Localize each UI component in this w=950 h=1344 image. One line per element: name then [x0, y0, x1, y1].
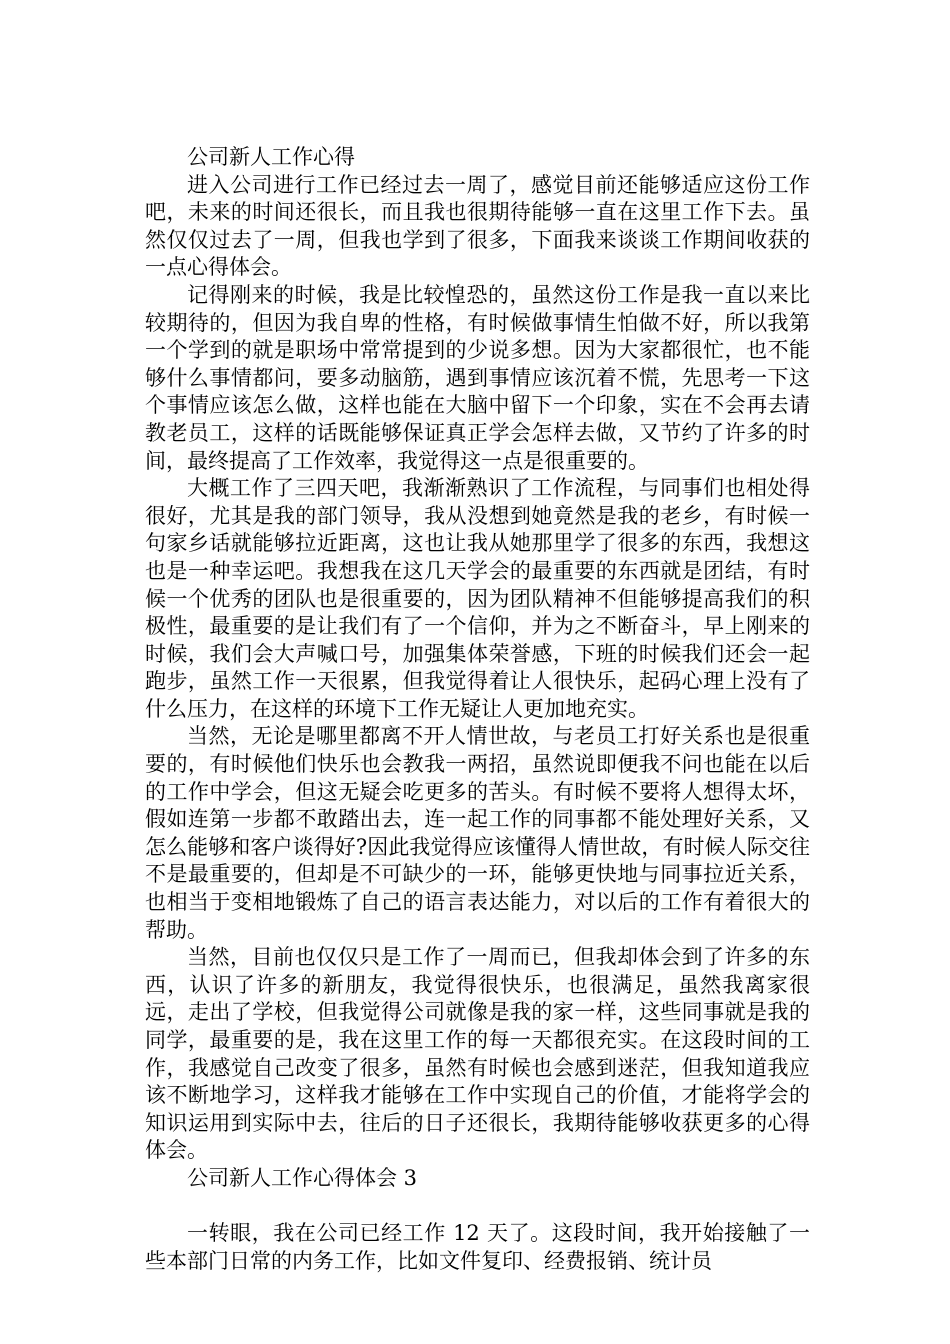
paragraph-2: 记得刚来的时候，我是比较惶恐的，虽然这份工作是我一直以来比较期待的，但因为我自卑的性格，有时候做事情生怕做不好，所以我第一个学到的就是职场中常常提到的少说多想。因为大家都很忙，也不能够什么事情都问，要多动脑筋，遇到事情应该沉着不慌，先思考一下这个事情应该怎么做，这样也能在大脑中留下一个印象，实在不会再去请教老员工，这样的话既能够保证真正学会怎样去做，又节约了许多的时间，最终提高了工作效率，我觉得这一点是很重要的。 [145, 282, 810, 473]
blank-line [145, 1193, 810, 1221]
paragraph-5: 当然，目前也仅仅只是工作了一周而已，但我却体会到了许多的东西，认识了许多的新朋友，我觉得很快乐，也很满足，虽然我离家很远，走出了学校，但我觉得公司就像是我的家一样，这些同事就是我的同学，最重要的是，我在这里工作的每一天都很充实。在这段时间的工作，我感觉自己改变了很多，虽然有时候也会感到迷茫，但我知道我应该不断地学习，这样我才能够在工作中实现自己的价值，才能将学会的知识运用到实际中去，往后的日子还很长，我期待能够收获更多的心得体会。 [145, 945, 810, 1163]
document-page [145, 144, 810, 1275]
section-subtitle: 公司新人工作心得体会 3 [187, 1165, 418, 1190]
document-title: 公司新人工作心得 [187, 145, 355, 169]
paragraph-6: 一转眼，我在公司已经工作 12 天了。这段时间，我开始接触了一些本部门日常的内务工作，比如文件复印、经费报销、统计员 [145, 1221, 810, 1273]
paragraph-3: 大概工作了三四天吧，我渐渐熟识了工作流程，与同事们也相处得很好，尤其是我的部门领导，我从没想到她竟然是我的老乡，有时候一句家乡话就能够拉近距离，这也让我从她那里学了很多的东西，我想这也是一种幸运吧。我想我在这几天学会的最重要的东西就是团结，有时候一个优秀的团队也是很重要的，因为团队精神不但能够提高我们的积极性，最重要的是让我们有了一个信仰，并为之不断奋斗，早上刚来的时候，我们会大声喊口号，加强集体荣誉感，下班的时候我们还会一起跑步，虽然工作一天很累，但我觉得着让人很快乐，起码心理上没有了什么压力，在这样的环境下工作无疑让人更加地充实。 [145, 476, 810, 721]
paragraph-4: 当然，无论是哪里都离不开人情世故，与老员工打好关系也是很重要的，有时候他们快乐也会教我一两招，虽然说即便我不问也能在以后的工作中学会，但这无疑会吃更多的苦头。有时候不要将人想得太坏，假如连第一步都不敢踏出去，连一起工作的同事都不能处理好关系，又怎么能够和客户谈得好?因此我觉得应该懂得人情世故，有时候人际交往不是最重要的，但却是不可缺少的一环，能够更快地与同事拉近关系，也相当于变相地锻炼了自己的语言表达能力，对以后的工作有着很大的帮助。 [145, 724, 810, 942]
paragraph-1: 进入公司进行工作已经过去一周了，感觉目前还能够适应这份工作吧，未来的时间还很长，而且我也很期待能够一直在这里工作下去。虽然仅仅过去了一周，但我也学到了很多，下面我来谈谈工作期间收获的一点心得体会。 [145, 172, 810, 280]
